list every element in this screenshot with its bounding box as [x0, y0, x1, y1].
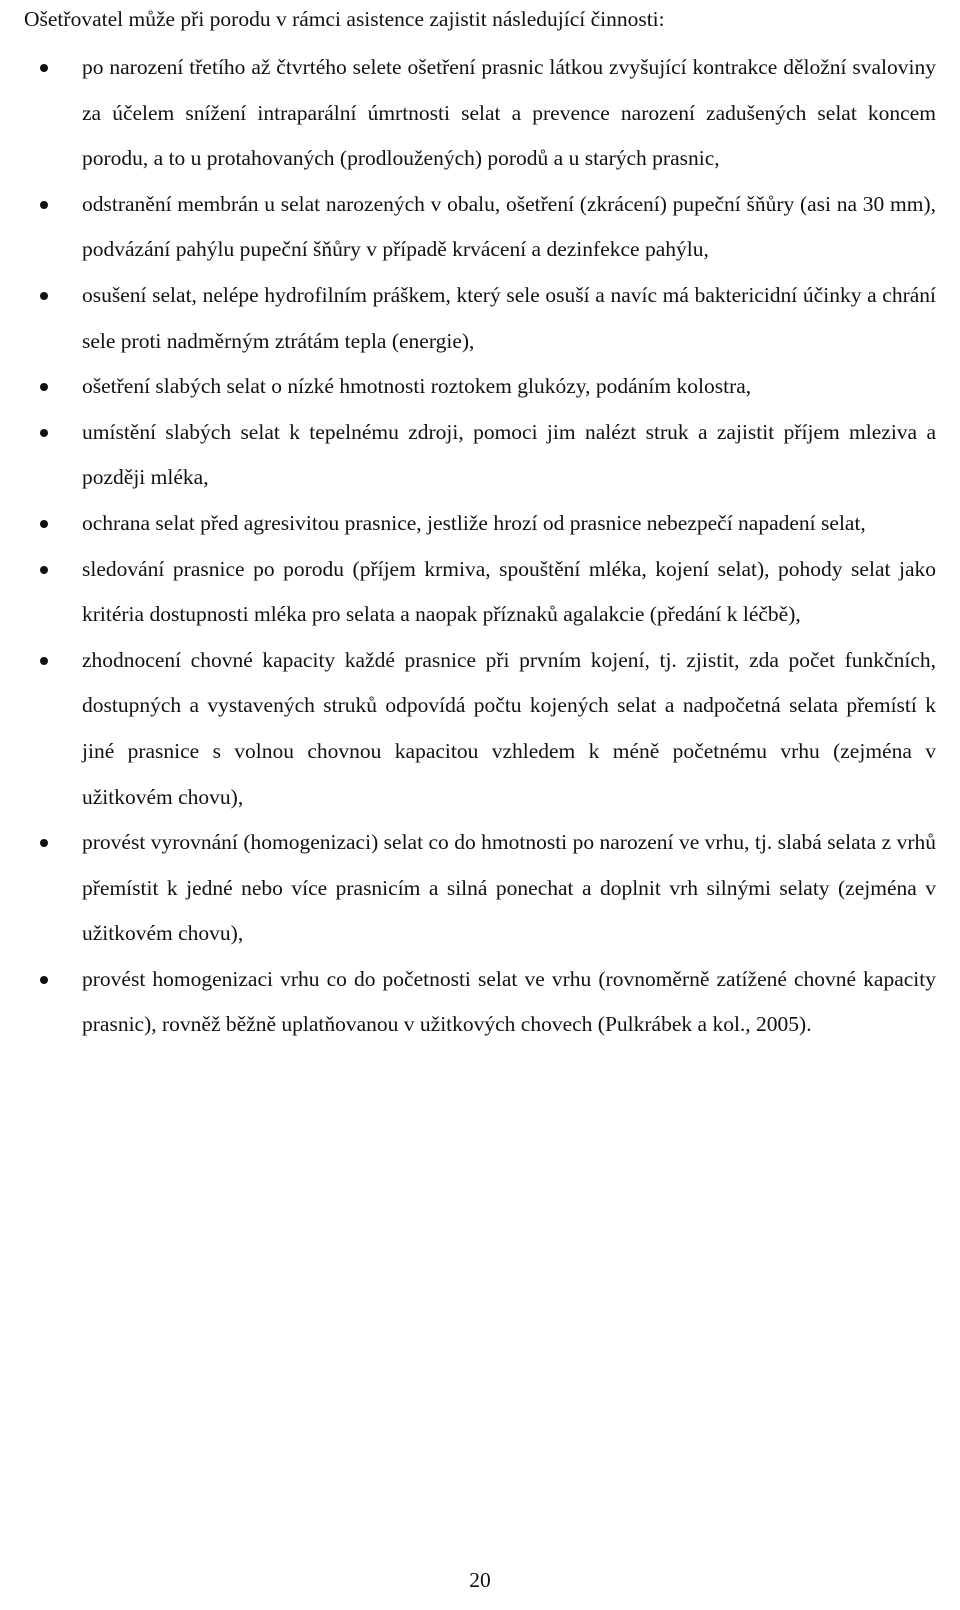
list-item-text: ošetření slabých selat o nízké hmotnosti roztokem glukózy, podáním kolostra,: [82, 374, 752, 399]
list-item: [24, 182, 936, 273]
list-item-text: po narození třetího až čtvrtého selete ošetření prasnic látkou zvyšující kontrakce děložní svaloviny za účelem snížení intraparální úmrtnosti selat a prevence narození zadušených selat koncem porodu, a to u protahovaných (prodloužených) porodů a u starých prasnic,: [82, 55, 936, 171]
page-number: 20: [469, 1568, 491, 1592]
bullet-icon: [40, 429, 48, 437]
bullet-icon: [40, 839, 48, 847]
bullet-icon: [40, 64, 48, 72]
list-item-text: umístění slabých selat k tepelnému zdroji, pomoci jim nalézt struk a zajistit příjem mleziva a později mléka,: [82, 419, 936, 490]
bullet-icon: [40, 201, 48, 209]
list-item-text: odstranění membrán u selat narozených v obalu, ošetření (zkrácení) pupeční šňůry (asi na 30 mm), podvázání pahýlu pupeční šňůry v případě krvácení a dezinfekce pahýlu,: [82, 191, 936, 262]
list-item: [24, 364, 936, 410]
intro-paragraph: Ošetřovatel může při porodu v rámci asistence zajistit následující činnosti:: [24, 7, 665, 31]
list-item: [24, 957, 936, 1048]
bullet-icon: [40, 976, 48, 984]
list-item: [24, 273, 936, 364]
bullet-icon: [40, 383, 48, 391]
list-item: [24, 547, 936, 638]
bullet-icon: [40, 566, 48, 574]
list-item-text: ochrana selat před agresivitou prasnice, jestliže hrozí od prasnice nebezpečí napadení selat,: [82, 510, 866, 535]
list-item: [24, 45, 936, 182]
list-item-text: sledování prasnice po porodu (příjem krmiva, spouštění mléka, kojení selat), pohody selat jako kritéria dostupnosti mléka pro selata a naopak příznaků agalakcie (předání k léčbě),: [82, 556, 936, 627]
bullet-icon: [40, 657, 48, 665]
list-item-text: osušení selat, nelépe hydrofilním práškem, který sele osuší a navíc má baktericidní účinky a chrání sele proti nadměrným ztrátám tepla (energie),: [82, 282, 936, 353]
list-item-text: zhodnocení chovné kapacity každé prasnice při prvním kojení, tj. zjistit, zda počet funkčních, dostupných a vystavených struků odpovídá počtu kojených selat a nadpočetná selata přemístí k jiné prasnice s volnou chovnou kapacitou vzhledem k méně početnému vrhu (zejména v užitkovém chovu),: [82, 647, 936, 809]
activity-list: [24, 45, 936, 1048]
list-item-text: provést vyrovnání (homogenizaci) selat co do hmotnosti po narození ve vrhu, tj. slabá selata z vrhů přemístit k jedné nebo více prasnicím a silná ponechat a doplnit vrh silnými selaty (zejména v užitkovém chovu),: [82, 830, 936, 946]
bullet-icon: [40, 520, 48, 528]
list-item: [24, 638, 936, 820]
list-item-text: provést homogenizaci vrhu co do početnosti selat ve vrhu (rovnoměrně zatížené chovné kapacity prasnic), rovněž běžně uplatňovanou v užitkových chovech (Pulkrábek a kol., 2005).: [82, 966, 936, 1037]
list-item: [24, 820, 936, 957]
list-item: [24, 501, 936, 547]
bullet-icon: [40, 292, 48, 300]
list-item: [24, 410, 936, 501]
